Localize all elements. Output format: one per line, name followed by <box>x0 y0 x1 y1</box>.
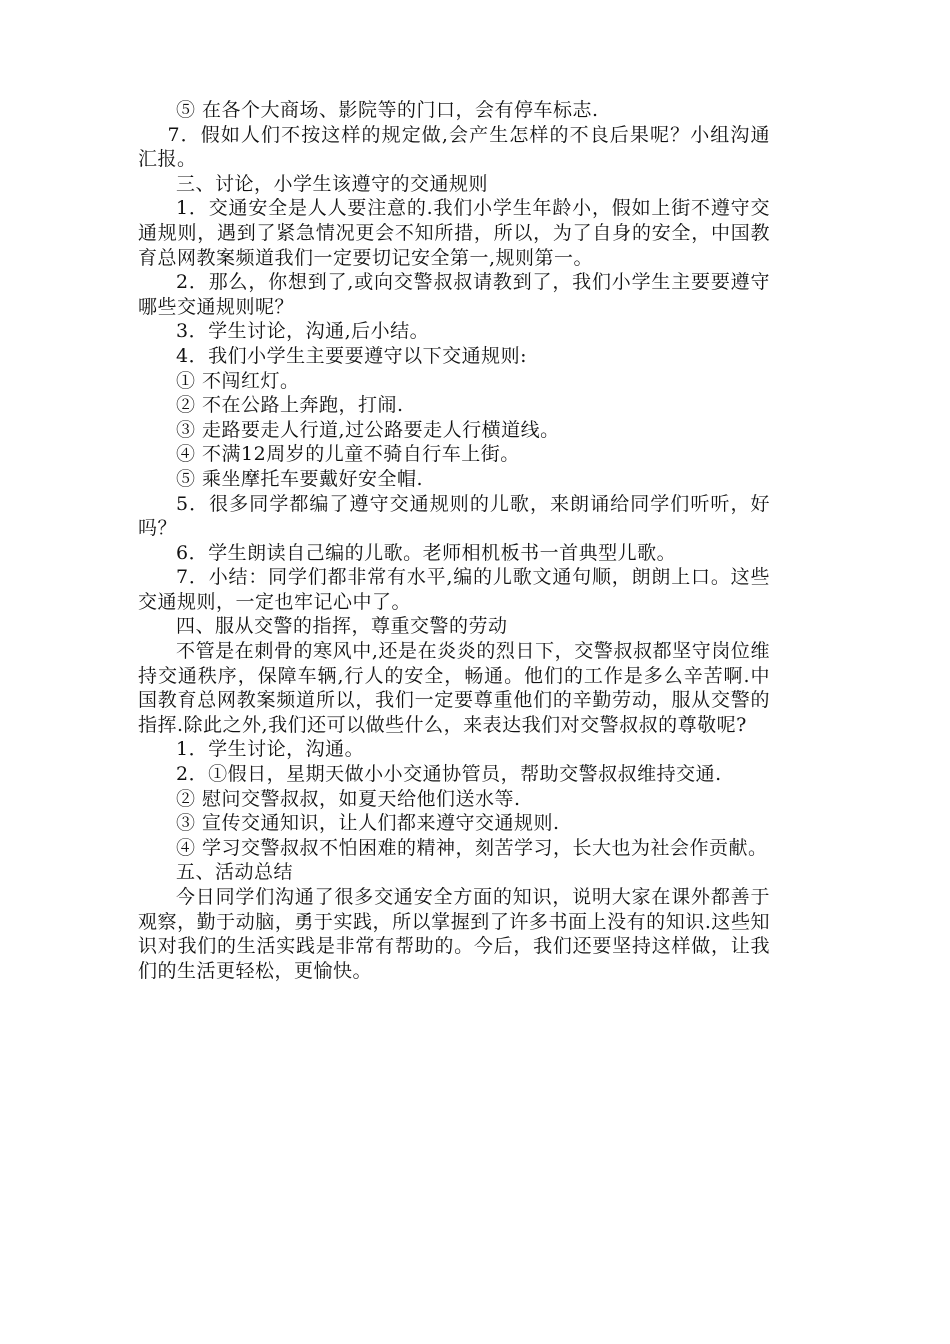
section-heading: 五、活动总结 <box>176 861 294 884</box>
list-item: ② 慰问交警叔叔，如夏天给他们送水等. <box>176 787 521 810</box>
paragraph: 7．小结：同学们都非常有水平,编的儿歌文通句顺，朗朗上口。这些交通规则，一定也牢记心中了。 <box>138 566 770 613</box>
paragraph: 1．交通安全是人人要注意的.我们小学生年龄小，假如上街不遵守交通规则，遇到了紧急情况更会不知所措，所以，为了自身的安全，中国教育总网教案频道我们一定要切记安全第一,规则第一。 <box>138 197 770 269</box>
paragraph: 3．学生讨论，沟通,后小结。 <box>176 320 430 343</box>
list-item: ⑤ 在各个大商场、影院等的门口，会有停车标志. <box>176 99 599 121</box>
section-heading: 四、服从交警的指挥，尊重交警的劳动 <box>176 615 508 638</box>
paragraph: 6．学生朗读自己编的儿歌。老师相机板书一首典型儿歌。 <box>176 541 677 564</box>
paragraph: 7．假如人们不按这样的规定做,会产生怎样的不良后果呢？小组沟通汇报。 <box>138 123 770 171</box>
paragraph: 4．我们小学生主要要遵守以下交通规则: <box>176 344 527 367</box>
paragraph: 1．学生讨论，沟通。 <box>176 738 365 761</box>
section-heading: 三、讨论，小学生该遵守的交通规则 <box>176 172 489 195</box>
list-item: ① 不闯红灯。 <box>176 369 300 392</box>
paragraph: 不管是在刺骨的寒风中,还是在炎炎的烈日下，交警叔叔都坚守岗位维持交通秩序，保障车辆,行人的安全，畅通。他们的工作是多么辛苦啊.中国教育总网教案频道所以，我们一定要尊重他们的辛勤劳动，服从交警的指挥.除此之外,我们还可以做些什么，来表达我们对交警叔叔的尊敬呢? <box>138 640 770 736</box>
document-body <box>138 98 770 983</box>
list-item: ③ 宣传交通知识，让人们都来遵守交通规则. <box>176 812 560 835</box>
paragraph: 今日同学们沟通了很多交通安全方面的知识，说明大家在课外都善于观察，勤于动脑，勇于实践，所以掌握到了许多书面上没有的知识.这些知识对我们的生活实践是非常有帮助的。今后，我们还要坚持这样做，让我们的生活更轻松，更愉快。 <box>138 886 770 982</box>
list-item: ③ 走路要走人行道,过公路要走人行横道线。 <box>176 418 560 441</box>
paragraph: 2．那么，你想到了,或向交警叔叔请教到了，我们小学生主要要遵守哪些交通规则呢？ <box>138 271 770 318</box>
list-item: ④ 学习交警叔叔不怕困难的精神，刻苦学习，长大也为社会作贡献。 <box>176 836 768 859</box>
list-item: ④ 不满12周岁的儿童不骑自行车上街。 <box>176 443 520 466</box>
paragraph: 5．很多同学都编了遵守交通规则的儿歌，来朗诵给同学们听听，好吗？ <box>138 492 770 540</box>
list-item: ⑤ 乘坐摩托车要戴好安全帽. <box>176 467 424 490</box>
paragraph: 2．①假日，星期天做小小交通协管员，帮助交警叔叔维持交通. <box>176 763 722 786</box>
list-item: ② 不在公路上奔跑，打闹. <box>176 394 404 417</box>
